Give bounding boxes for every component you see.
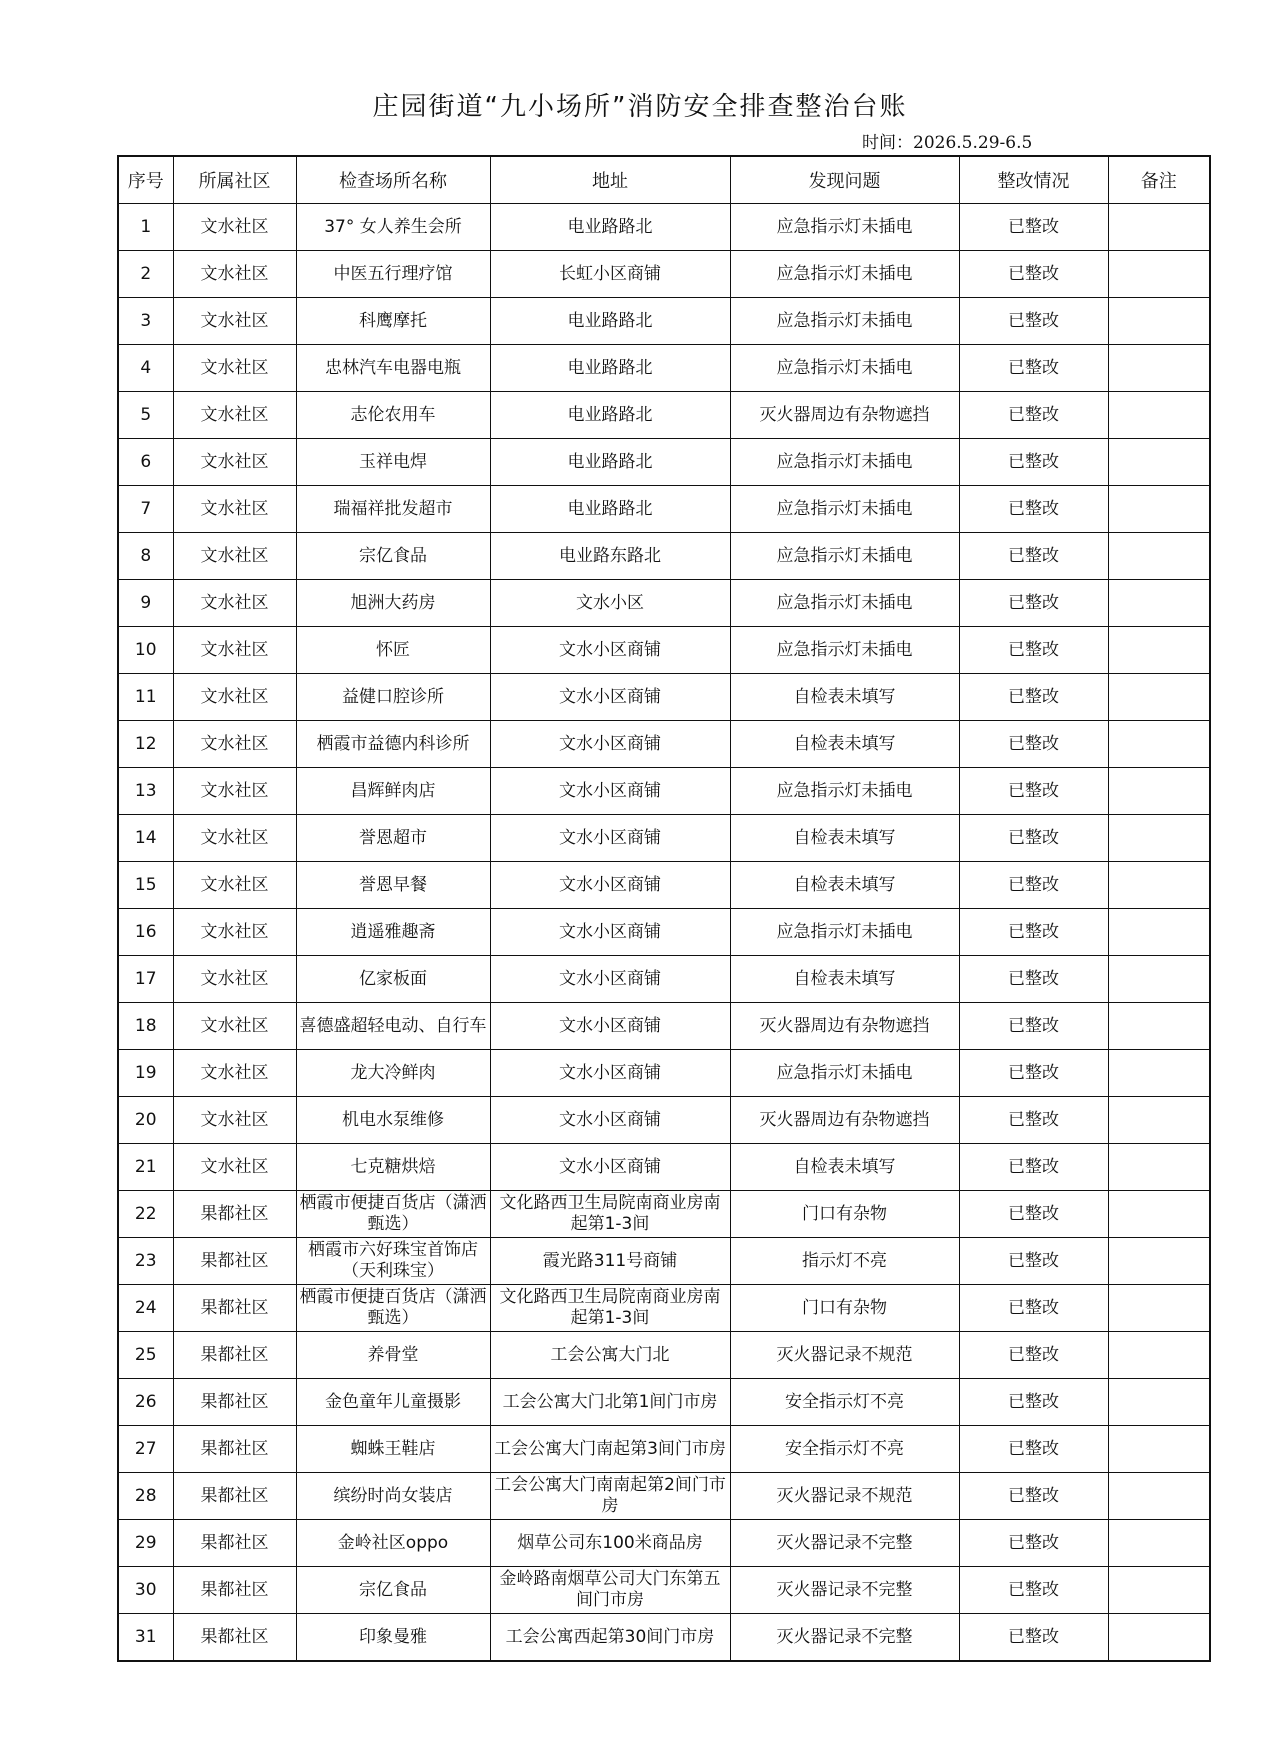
table-row (118, 1614, 1210, 1662)
row-venue-name: 誉恩早餐 (296, 862, 490, 909)
row-status: 已整改 (959, 298, 1108, 345)
row-remarks (1108, 1191, 1210, 1238)
row-address: 金岭路南烟草公司大门东第五间门市房 (490, 1567, 730, 1614)
table-row (118, 486, 1210, 533)
row-status: 已整改 (959, 1567, 1108, 1614)
row-venue-name: 七克糖烘焙 (296, 1144, 490, 1191)
row-issue: 安全指示灯不亮 (730, 1379, 959, 1426)
row-community: 文水社区 (173, 674, 296, 721)
row-status: 已整改 (959, 815, 1108, 862)
row-index: 6 (118, 439, 173, 486)
row-community: 文水社区 (173, 721, 296, 768)
row-index: 1 (118, 204, 173, 251)
header-issue: 发现问题 (730, 156, 959, 204)
row-remarks (1108, 1332, 1210, 1379)
row-index: 19 (118, 1050, 173, 1097)
header-rectification-status: 整改情况 (959, 156, 1108, 204)
row-remarks (1108, 1285, 1210, 1332)
row-address: 电业路路北 (490, 486, 730, 533)
row-status: 已整改 (959, 533, 1108, 580)
table-row (118, 627, 1210, 674)
row-status: 已整改 (959, 345, 1108, 392)
row-community: 文水社区 (173, 486, 296, 533)
row-venue-name: 逍遥雅趣斋 (296, 909, 490, 956)
row-address: 工会公寓西起第30间门市房 (490, 1614, 730, 1662)
row-community: 文水社区 (173, 533, 296, 580)
row-status: 已整改 (959, 392, 1108, 439)
row-venue-name: 栖霞市便捷百货店（潇洒甄选） (296, 1285, 490, 1332)
row-venue-name: 印象曼雅 (296, 1614, 490, 1662)
row-remarks (1108, 862, 1210, 909)
row-venue-name: 誉恩超市 (296, 815, 490, 862)
row-status: 已整改 (959, 1191, 1108, 1238)
row-community: 文水社区 (173, 768, 296, 815)
row-venue-name: 亿家板面 (296, 956, 490, 1003)
row-issue: 灭火器记录不规范 (730, 1473, 959, 1520)
row-venue-name: 蜘蛛王鞋店 (296, 1426, 490, 1473)
row-index: 25 (118, 1332, 173, 1379)
table-row (118, 1473, 1210, 1520)
row-address: 文水小区商铺 (490, 956, 730, 1003)
row-venue-name: 宗亿食品 (296, 533, 490, 580)
row-community: 果都社区 (173, 1238, 296, 1285)
row-issue: 自检表未填写 (730, 862, 959, 909)
row-issue: 灭火器记录不完整 (730, 1614, 959, 1662)
row-index: 8 (118, 533, 173, 580)
row-address: 文水小区商铺 (490, 1050, 730, 1097)
row-venue-name: 忠林汽车电器电瓶 (296, 345, 490, 392)
row-remarks (1108, 1473, 1210, 1520)
row-address: 文水小区商铺 (490, 1003, 730, 1050)
row-index: 31 (118, 1614, 173, 1662)
row-index: 3 (118, 298, 173, 345)
row-index: 16 (118, 909, 173, 956)
row-status: 已整改 (959, 251, 1108, 298)
row-remarks (1108, 956, 1210, 1003)
table-row (118, 1379, 1210, 1426)
row-index: 12 (118, 721, 173, 768)
row-status: 已整改 (959, 674, 1108, 721)
row-venue-name: 怀匠 (296, 627, 490, 674)
row-community: 文水社区 (173, 298, 296, 345)
row-status: 已整改 (959, 1050, 1108, 1097)
row-status: 已整改 (959, 1614, 1108, 1662)
row-status: 已整改 (959, 439, 1108, 486)
row-address: 烟草公司东100米商品房 (490, 1520, 730, 1567)
row-issue: 应急指示灯未插电 (730, 486, 959, 533)
row-issue: 自检表未填写 (730, 815, 959, 862)
row-community: 文水社区 (173, 815, 296, 862)
row-remarks (1108, 674, 1210, 721)
row-community: 文水社区 (173, 392, 296, 439)
row-remarks (1108, 1567, 1210, 1614)
row-address: 工会公寓大门南南起第2间门市房 (490, 1473, 730, 1520)
row-status: 已整改 (959, 956, 1108, 1003)
row-status: 已整改 (959, 627, 1108, 674)
table-row (118, 1332, 1210, 1379)
row-address: 文化路西卫生局院南商业房南起第1-3间 (490, 1285, 730, 1332)
row-index: 17 (118, 956, 173, 1003)
row-index: 15 (118, 862, 173, 909)
row-community: 文水社区 (173, 909, 296, 956)
row-address: 文水小区商铺 (490, 815, 730, 862)
row-venue-name: 机电水泵维修 (296, 1097, 490, 1144)
row-remarks (1108, 1050, 1210, 1097)
row-index: 11 (118, 674, 173, 721)
row-status: 已整改 (959, 721, 1108, 768)
row-index: 2 (118, 251, 173, 298)
row-address: 文水小区商铺 (490, 862, 730, 909)
table-row (118, 721, 1210, 768)
row-status: 已整改 (959, 1332, 1108, 1379)
table-row (118, 862, 1210, 909)
row-index: 28 (118, 1473, 173, 1520)
row-community: 文水社区 (173, 204, 296, 251)
row-issue: 灭火器周边有杂物遮挡 (730, 1003, 959, 1050)
row-venue-name: 旭洲大药房 (296, 580, 490, 627)
row-venue-name: 宗亿食品 (296, 1567, 490, 1614)
row-community: 果都社区 (173, 1567, 296, 1614)
row-issue: 应急指示灯未插电 (730, 768, 959, 815)
row-remarks (1108, 627, 1210, 674)
row-address: 文水小区商铺 (490, 768, 730, 815)
row-index: 29 (118, 1520, 173, 1567)
row-issue: 应急指示灯未插电 (730, 580, 959, 627)
header-community: 所属社区 (173, 156, 296, 204)
row-community: 文水社区 (173, 627, 296, 674)
row-address: 工会公寓大门南起第3间门市房 (490, 1426, 730, 1473)
row-community: 果都社区 (173, 1426, 296, 1473)
row-community: 果都社区 (173, 1473, 296, 1520)
row-community: 果都社区 (173, 1332, 296, 1379)
row-issue: 应急指示灯未插电 (730, 345, 959, 392)
row-remarks (1108, 721, 1210, 768)
table-row (118, 1144, 1210, 1191)
row-address: 文水小区商铺 (490, 627, 730, 674)
table-row (118, 1191, 1210, 1238)
table-row (118, 533, 1210, 580)
row-index: 23 (118, 1238, 173, 1285)
row-status: 已整改 (959, 909, 1108, 956)
row-remarks (1108, 768, 1210, 815)
header-row (118, 156, 1210, 204)
row-status: 已整改 (959, 1285, 1108, 1332)
row-venue-name: 龙大冷鲜肉 (296, 1050, 490, 1097)
row-community: 果都社区 (173, 1285, 296, 1332)
table-row (118, 439, 1210, 486)
row-venue-name: 科鹰摩托 (296, 298, 490, 345)
row-index: 13 (118, 768, 173, 815)
row-issue: 应急指示灯未插电 (730, 909, 959, 956)
table-row (118, 251, 1210, 298)
row-venue-name: 喜德盛超轻电动、自行车 (296, 1003, 490, 1050)
row-remarks (1108, 251, 1210, 298)
row-status: 已整改 (959, 1426, 1108, 1473)
row-status: 已整改 (959, 486, 1108, 533)
row-status: 已整改 (959, 1003, 1108, 1050)
row-issue: 应急指示灯未插电 (730, 627, 959, 674)
row-status: 已整改 (959, 1238, 1108, 1285)
header-index: 序号 (118, 156, 173, 204)
row-issue: 应急指示灯未插电 (730, 1050, 959, 1097)
table-row (118, 298, 1210, 345)
row-address: 文水小区商铺 (490, 909, 730, 956)
row-address: 文化路西卫生局院南商业房南起第1-3间 (490, 1191, 730, 1238)
row-issue: 灭火器记录不规范 (730, 1332, 959, 1379)
header-address: 地址 (490, 156, 730, 204)
table-row (118, 674, 1210, 721)
row-venue-name: 37° 女人养生会所 (296, 204, 490, 251)
row-issue: 应急指示灯未插电 (730, 251, 959, 298)
row-community: 文水社区 (173, 580, 296, 627)
row-index: 10 (118, 627, 173, 674)
header-venue-name: 检查场所名称 (296, 156, 490, 204)
table-row (118, 909, 1210, 956)
row-venue-name: 缤纷时尚女装店 (296, 1473, 490, 1520)
row-community: 果都社区 (173, 1614, 296, 1662)
row-address: 霞光路311号商铺 (490, 1238, 730, 1285)
row-remarks (1108, 909, 1210, 956)
row-venue-name: 玉祥电焊 (296, 439, 490, 486)
row-issue: 应急指示灯未插电 (730, 533, 959, 580)
row-issue: 应急指示灯未插电 (730, 439, 959, 486)
row-community: 文水社区 (173, 1003, 296, 1050)
row-remarks (1108, 1144, 1210, 1191)
row-remarks (1108, 580, 1210, 627)
row-address: 长虹小区商铺 (490, 251, 730, 298)
row-remarks (1108, 815, 1210, 862)
row-community: 果都社区 (173, 1191, 296, 1238)
table-row (118, 815, 1210, 862)
table-row (118, 1003, 1210, 1050)
row-address: 文水小区商铺 (490, 1097, 730, 1144)
row-status: 已整改 (959, 1520, 1108, 1567)
row-address: 电业路东路北 (490, 533, 730, 580)
row-community: 果都社区 (173, 1520, 296, 1567)
row-issue: 门口有杂物 (730, 1285, 959, 1332)
row-address: 文水小区 (490, 580, 730, 627)
table-row (118, 1520, 1210, 1567)
row-index: 30 (118, 1567, 173, 1614)
row-remarks (1108, 1379, 1210, 1426)
table-row (118, 345, 1210, 392)
header-remarks: 备注 (1108, 156, 1210, 204)
row-issue: 自检表未填写 (730, 721, 959, 768)
row-issue: 指示灯不亮 (730, 1238, 959, 1285)
table-row (118, 1567, 1210, 1614)
row-status: 已整改 (959, 204, 1108, 251)
row-issue: 门口有杂物 (730, 1191, 959, 1238)
row-venue-name: 养骨堂 (296, 1332, 490, 1379)
row-community: 文水社区 (173, 439, 296, 486)
row-issue: 安全指示灯不亮 (730, 1426, 959, 1473)
row-address: 工会公寓大门北第1间门市房 (490, 1379, 730, 1426)
table-row (118, 1097, 1210, 1144)
row-status: 已整改 (959, 1473, 1108, 1520)
row-status: 已整改 (959, 580, 1108, 627)
row-remarks (1108, 1238, 1210, 1285)
row-index: 26 (118, 1379, 173, 1426)
row-venue-name: 瑞福祥批发超市 (296, 486, 490, 533)
row-remarks (1108, 1097, 1210, 1144)
row-issue: 灭火器记录不完整 (730, 1567, 959, 1614)
row-community: 文水社区 (173, 1097, 296, 1144)
row-address: 电业路路北 (490, 392, 730, 439)
row-remarks (1108, 1520, 1210, 1567)
row-issue: 自检表未填写 (730, 1144, 959, 1191)
page-title: 庄园街道“九小场所”消防安全排查整治台账 (372, 92, 908, 122)
row-community: 文水社区 (173, 956, 296, 1003)
row-remarks (1108, 204, 1210, 251)
row-issue: 自检表未填写 (730, 956, 959, 1003)
row-index: 9 (118, 580, 173, 627)
row-community: 文水社区 (173, 1050, 296, 1097)
row-venue-name: 志伦农用车 (296, 392, 490, 439)
row-issue: 应急指示灯未插电 (730, 298, 959, 345)
row-issue: 灭火器记录不完整 (730, 1520, 959, 1567)
row-index: 7 (118, 486, 173, 533)
row-address: 文水小区商铺 (490, 674, 730, 721)
table-row (118, 392, 1210, 439)
row-issue: 自检表未填写 (730, 674, 959, 721)
row-address: 电业路路北 (490, 204, 730, 251)
inspection-ledger-table (117, 155, 1211, 1662)
table-row (118, 768, 1210, 815)
row-remarks (1108, 345, 1210, 392)
row-index: 20 (118, 1097, 173, 1144)
row-community: 文水社区 (173, 345, 296, 392)
row-remarks (1108, 1614, 1210, 1662)
row-issue: 应急指示灯未插电 (730, 204, 959, 251)
table-row (118, 1285, 1210, 1332)
table-row (118, 204, 1210, 251)
row-venue-name: 栖霞市六好珠宝首饰店（天利珠宝） (296, 1238, 490, 1285)
row-address: 电业路路北 (490, 439, 730, 486)
row-status: 已整改 (959, 1379, 1108, 1426)
row-venue-name: 金色童年儿童摄影 (296, 1379, 490, 1426)
row-issue: 灭火器周边有杂物遮挡 (730, 1097, 959, 1144)
row-venue-name: 中医五行理疗馆 (296, 251, 490, 298)
row-remarks (1108, 439, 1210, 486)
row-index: 22 (118, 1191, 173, 1238)
row-status: 已整改 (959, 862, 1108, 909)
row-index: 27 (118, 1426, 173, 1473)
table-row (118, 1426, 1210, 1473)
row-community: 果都社区 (173, 1379, 296, 1426)
row-community: 文水社区 (173, 862, 296, 909)
row-remarks (1108, 486, 1210, 533)
table-row (118, 1238, 1210, 1285)
row-address: 工会公寓大门北 (490, 1332, 730, 1379)
row-address: 文水小区商铺 (490, 1144, 730, 1191)
table-row (118, 580, 1210, 627)
row-venue-name: 益健口腔诊所 (296, 674, 490, 721)
row-remarks (1108, 1426, 1210, 1473)
row-venue-name: 昌辉鲜肉店 (296, 768, 490, 815)
row-remarks (1108, 392, 1210, 439)
row-index: 21 (118, 1144, 173, 1191)
row-community: 文水社区 (173, 1144, 296, 1191)
row-status: 已整改 (959, 768, 1108, 815)
row-venue-name: 金岭社区oppo (296, 1520, 490, 1567)
row-index: 24 (118, 1285, 173, 1332)
row-venue-name: 栖霞市益德内科诊所 (296, 721, 490, 768)
row-address: 电业路路北 (490, 345, 730, 392)
row-index: 4 (118, 345, 173, 392)
row-index: 14 (118, 815, 173, 862)
row-remarks (1108, 298, 1210, 345)
table-row (118, 1050, 1210, 1097)
row-address: 电业路路北 (490, 298, 730, 345)
row-issue: 灭火器周边有杂物遮挡 (730, 392, 959, 439)
row-community: 文水社区 (173, 251, 296, 298)
inspection-period: 时间：2026.5.29-6.5 (862, 133, 1033, 153)
row-venue-name: 栖霞市便捷百货店（潇洒甄选） (296, 1191, 490, 1238)
row-remarks (1108, 533, 1210, 580)
row-index: 18 (118, 1003, 173, 1050)
row-remarks (1108, 1003, 1210, 1050)
table-row (118, 956, 1210, 1003)
row-address: 文水小区商铺 (490, 721, 730, 768)
row-index: 5 (118, 392, 173, 439)
row-status: 已整改 (959, 1144, 1108, 1191)
row-status: 已整改 (959, 1097, 1108, 1144)
